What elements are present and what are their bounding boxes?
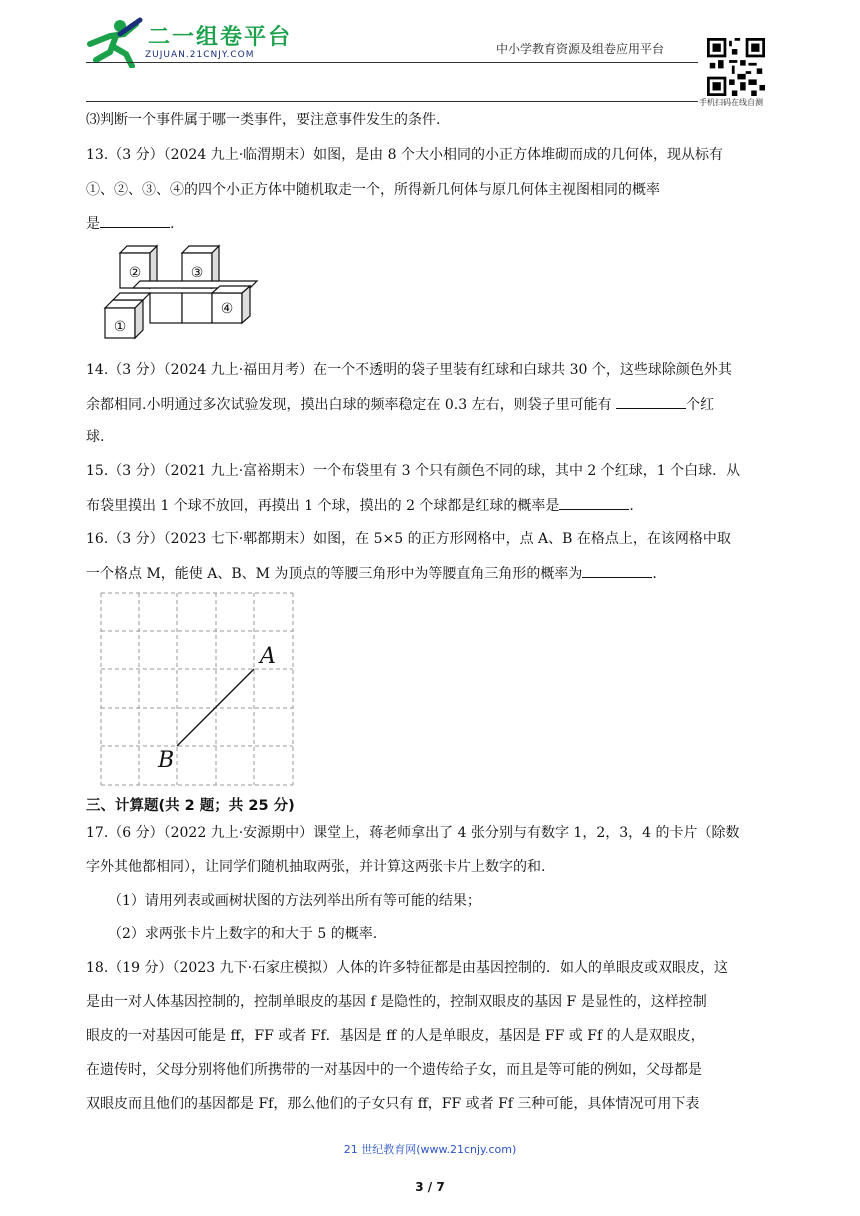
q13-text: 是 [86,216,100,232]
note-line: ⑶判断一个事件属于哪一类事件，要注意事件发生的条件. [86,112,441,128]
q14-line-2 [86,394,714,415]
q16-text: 一个格点 M，能使 A、B、M 为顶点的等腰三角形中为等腰直角三角形的概率为 [86,566,583,582]
platform-name: 中小学教育资源及组卷应用平台 [496,42,665,56]
header-bottom-divider [86,101,698,102]
q13-line-2: ①、②、③、④的四个小正方体中随机取走一个，所得新几何体与原几何体主视图相同的概率 [86,182,660,198]
footer-link[interactable]: 21 世纪教育网(www.21cnjy.com) [343,1143,517,1156]
point-b-label: B [158,748,175,773]
cube-label-3: ③ [190,265,204,281]
q18-line-1: 18.（19 分）（2023 九下·石家庄模拟）人体的许多特征都是由基因控制的．如人的单眼皮或双眼皮，这 [86,960,729,976]
q17-line-1: 17.（6 分）（2022 九上·安源期中）课堂上，蒋老师拿出了 4 张分别与有数字 1，2，3，4 的卡片（除数 [86,825,740,841]
q15-line-2 [86,495,634,516]
cube-label-2: ② [128,265,142,281]
figure-16-grid [98,590,298,790]
q14-answer-blank[interactable] [616,394,686,409]
q13-line-3 [86,213,174,234]
q13-answer-blank[interactable] [100,213,170,228]
q18-line-3: 眼皮的一对基因可能是 ff，FF 或者 Ff．基因是 ff 的人是单眼皮，基因是 FF 或 Ff 的人是双眼皮， [86,1028,705,1044]
qr-code-icon[interactable] [707,38,765,96]
point-a-label: A [260,644,276,669]
cube-label-1: ① [113,319,127,335]
q14-text: 余都相同.小明通过多次试验发现，摸出白球的频率稳定在 0.3 左右，则袋子里可能有 [86,397,612,413]
q18-line-4: 在遗传时，父母分别将他们所携带的一对基因中的一个遗传给子女，而且是等可能的例如，父母都是 [86,1062,702,1078]
qr-caption: 手机扫码在线自测 [699,98,763,107]
cube-label-4: ④ [220,301,234,317]
q14-line-1: 14.（3 分）（2024 九上·福田月考）在一个不透明的袋子里装有红球和白球共 30 个，这些球除颜色外其 [86,362,732,378]
q18-line-2: 是由一对人体基因控制的，控制单眼皮的基因 f 是隐性的，控制双眼皮的基因 F 是显性的，这样控制 [86,994,707,1010]
section-3-heading: 三、计算题(共 2 题；共 25 分) [86,798,295,814]
q13-line-1: 13.（3 分）（2024 九上·临渭期末）如图，是由 8 个大小相同的小正方体堆砌而成的几何体，现从标有 [86,147,723,163]
q14-line-3: 球. [86,429,105,445]
q16-answer-blank[interactable] [582,563,652,578]
q15-line-1: 15.（3 分）（2021 九上·富裕期末）一个布袋里有 3 个只有颜色不同的球，其中 2 个红球，1 个白球．从 [86,463,741,479]
q16-end: . [652,566,657,582]
q17-part-1: （1）请用列表或画树状图的方法列举出所有等可能的结果； [108,893,481,909]
q17-part-2: （2）求两张卡片上数字的和大于 5 的概率. [108,926,378,942]
figure-13-cubes [100,243,260,343]
q14-text-end: 个红 [686,397,715,413]
q15-text: 布袋里摸出 1 个球不放回，再摸出 1 个球，摸出的 2 个球都是红球的概率是 [86,498,560,514]
q13-end: . [170,216,175,232]
q15-end: . [629,498,634,514]
q16-line-1: 16.（3 分）（2023 七下·郫都期末）如图，在 5×5 的正方形网格中，点 A、B 在格点上，在该网格中取 [86,531,731,547]
q17-line-2: 字外其他都相同），让同学们随机抽取两张，并计算这两张卡片上数字的和. [86,859,546,875]
header-divider [86,62,698,63]
q15-answer-blank[interactable] [559,495,629,510]
page-number: 3 / 7 [415,1180,445,1194]
q16-line-2 [86,563,657,584]
logo-subtitle: ZUJUAN.21CNJY.COM [145,50,255,60]
logo-title: 二一组卷平台 [148,25,293,50]
q18-line-5: 双眼皮而且他们的基因都是 Ff，那么他们的子女只有 ff，FF 或者 Ff 三种可能，具体情况可用下表 [86,1096,700,1112]
